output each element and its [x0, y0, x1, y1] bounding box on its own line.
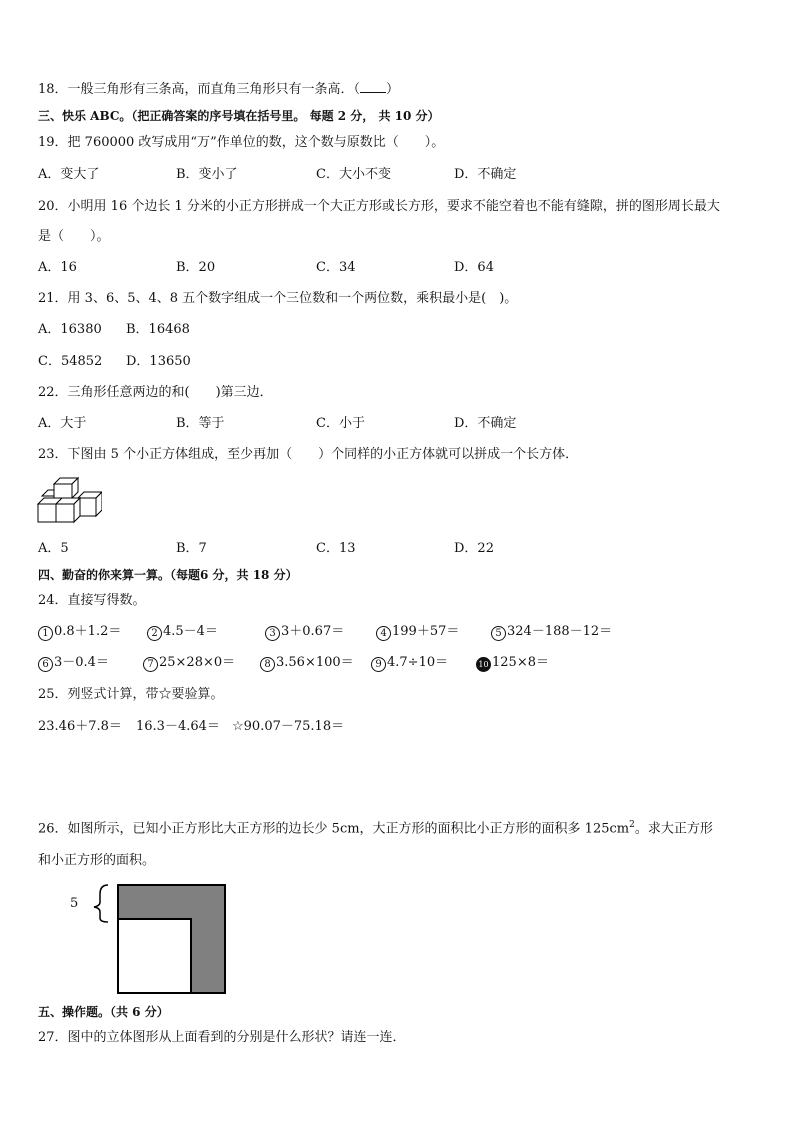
- q20-option-c: C．34: [316, 260, 356, 275]
- question-27-text: 27．图中的立体图形从上面看到的分别是什么形状？请连一连．: [38, 1030, 406, 1045]
- circled-number: 4: [376, 626, 391, 641]
- circled-number: 10: [476, 657, 491, 672]
- q23-option-b: B．7: [176, 541, 207, 556]
- squares-figure: [80, 880, 230, 998]
- q24-item-6: [38, 654, 109, 672]
- q24-item-1: [38, 623, 121, 641]
- circled-number: 2: [147, 626, 162, 641]
- question-20-line1: 20．小明用 16 个边长 1 分米的小正方形拼成一个大正方形或长方形，要求不能空着也不能有缝隙，拼的图形周长最大: [38, 199, 720, 214]
- section-4-title: 四、勤奋的你来算一算。（每题6 分，共 18 分）: [38, 568, 298, 582]
- q24-item-4: [376, 623, 459, 641]
- q20-option-a: A．16: [38, 260, 77, 275]
- question-20-line2: 是（ ）。: [38, 229, 110, 244]
- question-26-text: 26．如图所示，已知小正方形比大正方形的边长少 5cm，大正方形的面积比小正方形的面积多 125cm: [38, 821, 630, 837]
- question-26-line1: [38, 816, 713, 838]
- q24-expr: 4.7÷10＝: [387, 655, 449, 670]
- q24-expr: 3＋0.67＝: [281, 624, 345, 639]
- question-18: [38, 80, 399, 99]
- circled-number: 5: [491, 626, 506, 641]
- q24-item-3: [265, 623, 344, 641]
- q23-option-d: D．22: [454, 541, 494, 556]
- question-25-text: 25．列竖式计算，带☆要验算。: [38, 687, 224, 702]
- side-label: 5: [70, 896, 79, 911]
- q20-option-b: B．20: [176, 260, 216, 275]
- question-18-text: 18．一般三角形有三条高，而直角三角形只有一条高．（: [38, 82, 361, 97]
- circled-number: 9: [371, 657, 386, 672]
- q24-expr: 125×8＝: [492, 655, 549, 670]
- q23-option-c: C．13: [316, 541, 356, 556]
- q24-item-7: [143, 654, 235, 672]
- q22-option-c: C．小于: [316, 416, 365, 431]
- circled-number: 6: [38, 657, 53, 672]
- circled-number: 1: [38, 626, 53, 641]
- section-5-title: 五、操作题。（共 6 分）: [38, 1005, 169, 1019]
- q21-option-a: A．16380: [38, 322, 102, 337]
- circled-number: 7: [143, 657, 158, 672]
- section-3-title: 三、快乐 ABC。（把正确答案的序号填在括号里。 每题 2 分， 共 10 分）: [38, 109, 440, 123]
- q23-option-a: A．5: [38, 541, 69, 556]
- q22-option-a: A．大于: [38, 416, 87, 431]
- q19-option-d: D．不确定: [454, 167, 517, 182]
- question-24-text: 24．直接写得数。: [38, 593, 146, 608]
- q24-expr: 4.5－4＝: [163, 624, 218, 639]
- brace-icon: [94, 885, 108, 922]
- question-23-text: 23．下图由 5 个小正方体组成，至少再加（ ）个同样的小正方体就可以拼成一个长方体．: [38, 447, 579, 462]
- question-22-text: 22．三角形任意两边的和( )第三边．: [38, 385, 273, 400]
- q24-item-2: [147, 623, 218, 641]
- q24-expr: 199＋57＝: [392, 624, 460, 639]
- q22-option-d: D．不确定: [454, 416, 517, 431]
- circled-number: 3: [265, 626, 280, 641]
- q19-option-a: A．变大了: [38, 167, 100, 182]
- circled-number: 8: [260, 657, 275, 672]
- q22-option-b: B．等于: [176, 416, 225, 431]
- cube-figure: [36, 476, 102, 528]
- small-square: [118, 919, 191, 993]
- q24-expr: 0.8＋1.2＝: [54, 624, 122, 639]
- q19-option-c: C．大小不变: [316, 167, 391, 182]
- q24-expr: 25×28×0＝: [159, 655, 236, 670]
- q24-item-5: [491, 623, 612, 641]
- q25-item-1: 23.46＋7.8＝: [38, 719, 122, 734]
- question-18-tail: ）: [386, 82, 400, 97]
- q20-option-d: D．64: [454, 260, 494, 275]
- q25-item-3: ☆90.07－75.18＝: [232, 719, 345, 734]
- q21-option-d: D．13650: [126, 354, 191, 369]
- q24-expr: 324－188－12＝: [507, 624, 613, 639]
- q24-item-10: [476, 654, 549, 672]
- q24-item-9: [371, 654, 448, 672]
- q21-option-c: C．54852: [38, 354, 103, 369]
- question-26-text-end: 。求大正方形: [634, 821, 713, 837]
- question-19-text: 19．把 760000 改写成用“万”作单位的数，这个数与原数比（ ）。: [38, 135, 445, 150]
- question-21-text: 21．用 3、6、5、4、8 五个数字组成一个三位数和一个两位数，乘积最小是( )。: [38, 291, 518, 306]
- q19-option-b: B．变小了: [176, 167, 238, 182]
- answer-blank: [360, 80, 386, 93]
- question-26-line2: 和小正方形的面积。: [38, 853, 156, 868]
- q24-expr: 3.56×100＝: [276, 655, 354, 670]
- q24-expr: 3－0.4＝: [54, 655, 109, 670]
- superscript: 2: [629, 820, 635, 830]
- q24-item-8: [260, 654, 354, 672]
- q21-option-b: B．16468: [126, 322, 190, 337]
- q25-item-2: 16.3－4.64＝: [136, 719, 220, 734]
